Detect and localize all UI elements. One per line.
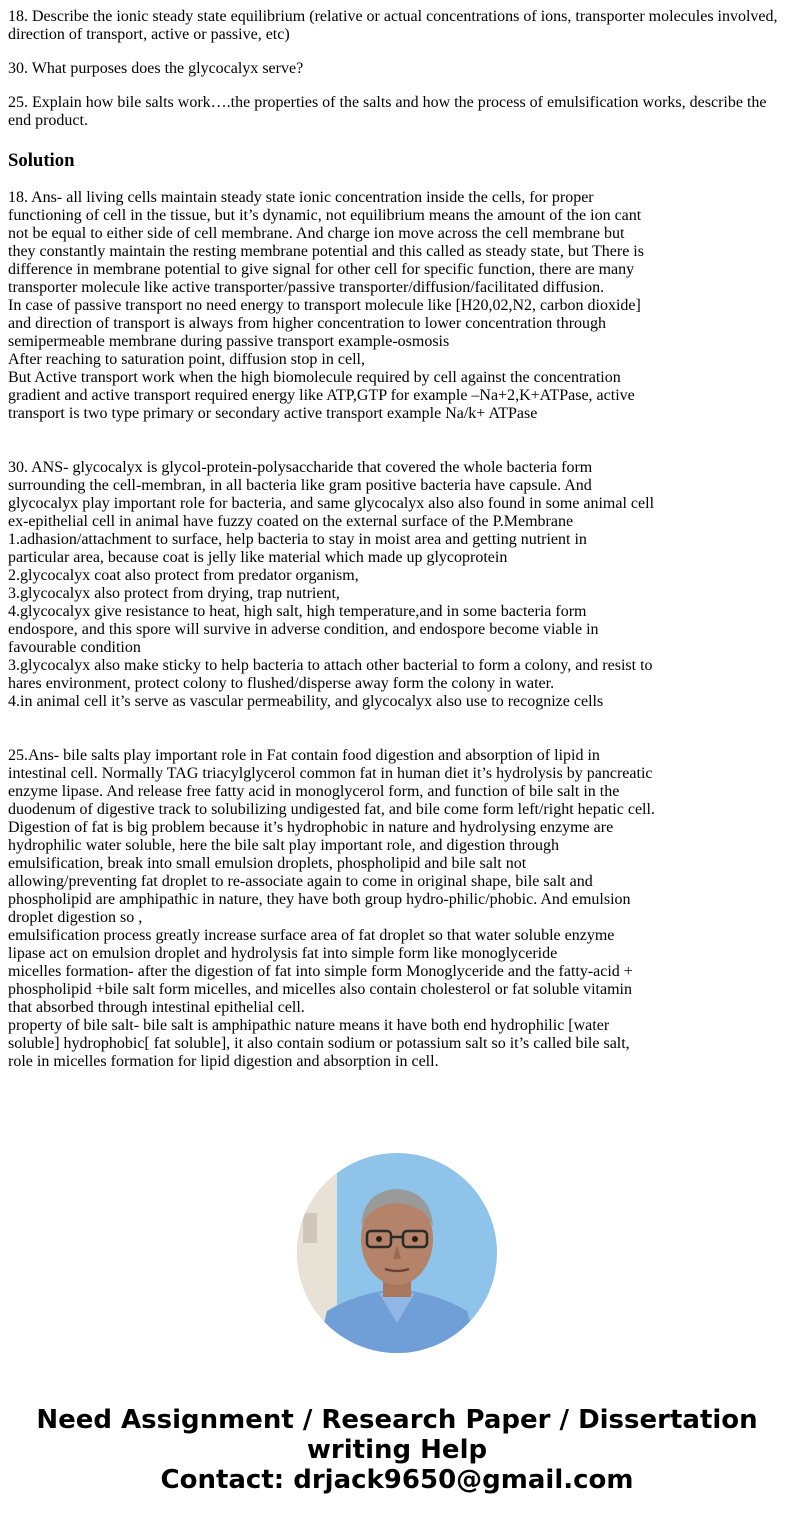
promo-line-2: writing Help: [306, 1435, 488, 1465]
question-18: 18. Describe the ionic steady state equilibrium (relative or actual concentrations of ions, transporter molecules involved, direction of transport, active or passive, etc): [8, 8, 778, 43]
promo-contact: Contact: drjack9650@gmail.com: [160, 1465, 634, 1495]
answer-30: 30. ANS- glycocalyx is glycol-protein-polysaccharide that covered the whole bacteria form surrounding the cell-membran, in all bacteria like gram positive bacteria have capsule. And glycocalyx play important role for bacteria, and same glycocalyx also also found in some animal cell ex-epithelial cell in animal have fuzzy coated on the external surface of the P.Membrane 1.adhasion/attachment to surface, help bacteria to stay in moist area and getting nutrient in particular area, because coat is jelly like material which made up glycoprotein 2.glycocalyx coat also protect from predator organism, 3.glycocalyx also protect from drying, trap nutrient, 4.glycocalyx give resistance to heat, high salt, high temperature,and in some bacteria form endospore, and this spore will survive in adverse condition, and endospore become viable in favourable condition 3.glycocalyx also make sticky to help bacteria to attach other bacterial to form a colony, and resist to hares environment, protect colony to flushed/disperse away form the colony in water. 4.in animal cell it’s serve as vascular permeability, and glycocalyx also use to recognize cells: [8, 459, 655, 710]
promo-banner: [0, 1405, 794, 1495]
author-portrait-image: [297, 1153, 497, 1353]
answer-18: 18. Ans- all living cells maintain steady state ionic concentration inside the cells, for proper functioning of cell in the tissue, but it’s dynamic, not equilibrium means the amount of the ion cant not be equal to either side of cell membrane. And charge ion move across the cell membrane but they constantly maintain the resting membrane potential and this called as steady state, but There is difference in membrane potential to give signal for other cell for specific function, there are many transporter molecule like active transporter/passive transporter/diffusion/facilitated diffusion. In case of passive transport no need energy to transport molecule like [H20,02,N2, carbon dioxide] and direction of transport is always from higher concentration to lower concentration through semipermeable membrane during passive transport example-osmosis After reaching to saturation point, diffusion stop in cell, But Active transport work when the high biomolecule required by cell against the concentration gradient and active transport required energy like ATP,GTP for example –Na+2,K+ATPase, active transport is two type primary or secondary active transport example Na/k+ ATPase: [8, 189, 644, 422]
author-avatar: [297, 1153, 497, 1353]
solution-heading: Solution: [8, 150, 75, 171]
answer-25: 25.Ans- bile salts play important role in Fat contain food digestion and absorption of lipid in intestinal cell. Normally TAG triacylglycerol common fat in human diet it’s hydrolysis by pancreatic enzyme lipase. And release free fatty acid in monoglycerol form, and function of bile salt in the duodenum of digestive track to solubilizing undigested fat, and bile come form left/right hepatic cell. Digestion of fat is big problem because it’s hydrophobic in nature and hydrolysing enzyme are hydrophilic water soluble, here the bile salt play important role, and digestion through emulsification, break into small emulsion droplets, phospholipid and bile salt not allowing/preventing fat droplet to re-associate again to come in original shape, bile salt and phospholipid are amphipathic in nature, they have both group hydro-philic/phobic. And emulsion droplet digestion so , emulsification process greatly increase surface area of fat droplet so that water soluble enzyme lipase act on emulsion droplet and hydrolysis fat into simple form like monoglyceride micelles formation- after the digestion of fat into simple form Monoglyceride and the fatty-acid + phospholipid +bile salt form micelles, and micelles also contain cholesterol or fat soluble vitamin that absorbed through intestinal epithelial cell. property of bile salt- bile salt is amphipathic nature means it have both end hydrophilic [water soluble] hydrophobic[ fat soluble], it also contain sodium or potassium salt so it’s called bile salt, role in micelles formation for lipid digestion and absorption in cell.: [8, 747, 655, 1070]
answers-body: [8, 189, 668, 1071]
question-30: 30. What purposes does the glycocalyx serve?: [8, 60, 304, 77]
promo-line-1: Need Assignment / Research Paper / Dissertation: [36, 1405, 758, 1435]
question-25: 25. Explain how bile salts work….the properties of the salts and how the process of emulsification works, describe the end product.: [8, 94, 767, 129]
